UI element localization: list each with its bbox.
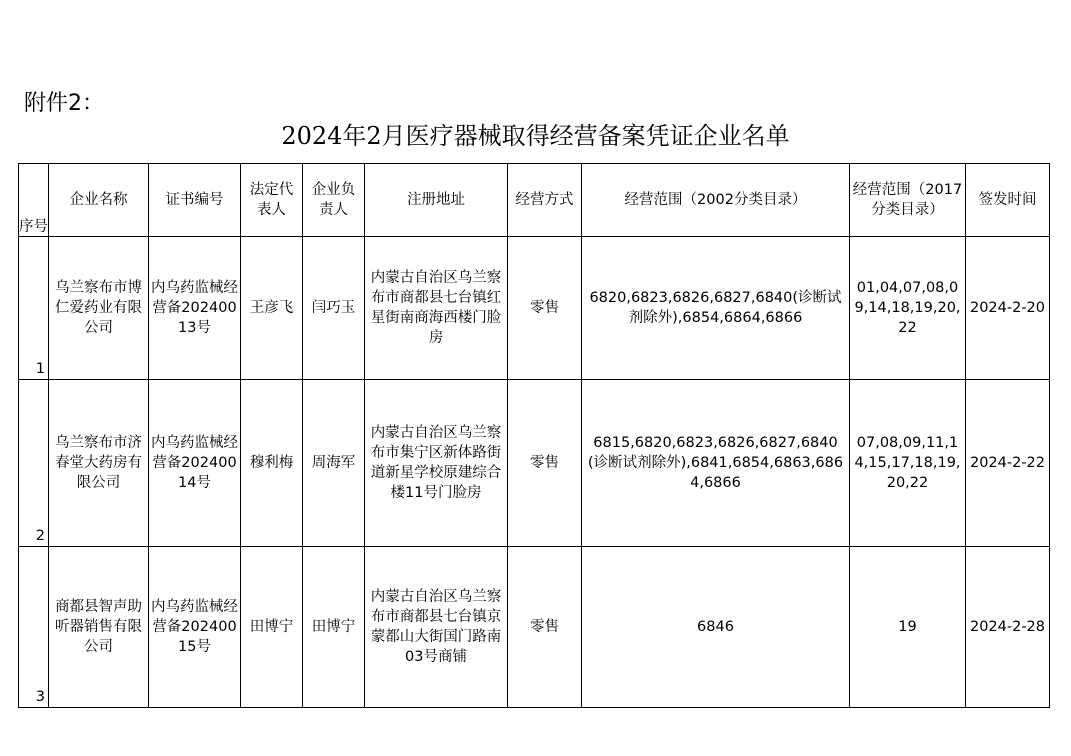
row-manager: 周海军 [303,380,365,547]
enterprise-table [18,163,1050,708]
row-cert-no: 内乌药监械经营备20240013号 [149,237,241,380]
header-manager: 企业负责人 [303,164,365,237]
table-row [19,547,1050,708]
row-company: 乌兰察布市济春堂大药房有限公司 [49,380,149,547]
row-cert-no: 内乌药监械经营备20240015号 [149,547,241,708]
row-manager: 田博宁 [303,547,365,708]
header-cert-no: 证书编号 [149,164,241,237]
row-scope-2002: 6820,6823,6826,6827,6840(诊断试剂除外),6854,6864,6866 [582,237,850,380]
row-issue-date: 2024-2-20 [966,237,1050,380]
row-seq: 1 [19,237,49,380]
table-row [19,237,1050,380]
row-legal-rep: 穆利梅 [241,380,303,547]
page-title: 2024年2月医疗器械取得经营备案凭证企业名单 [281,122,790,150]
header-scope-2017: 经营范围（2017分类目录） [850,164,966,237]
row-mode: 零售 [508,547,582,708]
row-scope-2002: 6815,6820,6823,6826,6827,6840(诊断试剂除外),6841,6854,6863,6864,6866 [582,380,850,547]
attachment-label: 附件2： [24,91,104,116]
row-seq: 3 [19,547,49,708]
row-manager: 闫巧玉 [303,237,365,380]
row-scope-2002: 6846 [582,547,850,708]
row-cert-no: 内乌药监械经营备20240014号 [149,380,241,547]
row-address: 内蒙古自治区乌兰察布市商都县七台镇京蒙都山大街国门路南03号商铺 [365,547,508,708]
header-row [19,164,1050,237]
header-company: 企业名称 [49,164,149,237]
row-scope-2017: 07,08,09,11,14,15,17,18,19,20,22 [850,380,966,547]
row-address: 内蒙古自治区乌兰察布市集宁区新体路街道新星学校原建综合楼11号门脸房 [365,380,508,547]
table-row [19,380,1050,547]
row-company: 商都县智声助听器销售有限公司 [49,547,149,708]
header-address: 注册地址 [365,164,508,237]
header-mode: 经营方式 [508,164,582,237]
row-scope-2017: 01,04,07,08,09,14,18,19,20,22 [850,237,966,380]
header-scope-2002: 经营范围（2002分类目录） [582,164,850,237]
row-issue-date: 2024-2-22 [966,380,1050,547]
row-issue-date: 2024-2-28 [966,547,1050,708]
row-scope-2017: 19 [850,547,966,708]
row-mode: 零售 [508,237,582,380]
row-company: 乌兰察布市博仁爱药业有限公司 [49,237,149,380]
row-mode: 零售 [508,380,582,547]
row-legal-rep: 田博宁 [241,547,303,708]
header-issue-date: 签发时间 [966,164,1050,237]
header-seq: 序号 [19,164,49,237]
row-address: 内蒙古自治区乌兰察布市商都县七台镇红星街南商海西楼门脸房 [365,237,508,380]
row-legal-rep: 王彦飞 [241,237,303,380]
row-seq: 2 [19,380,49,547]
header-legal-rep: 法定代表人 [241,164,303,237]
